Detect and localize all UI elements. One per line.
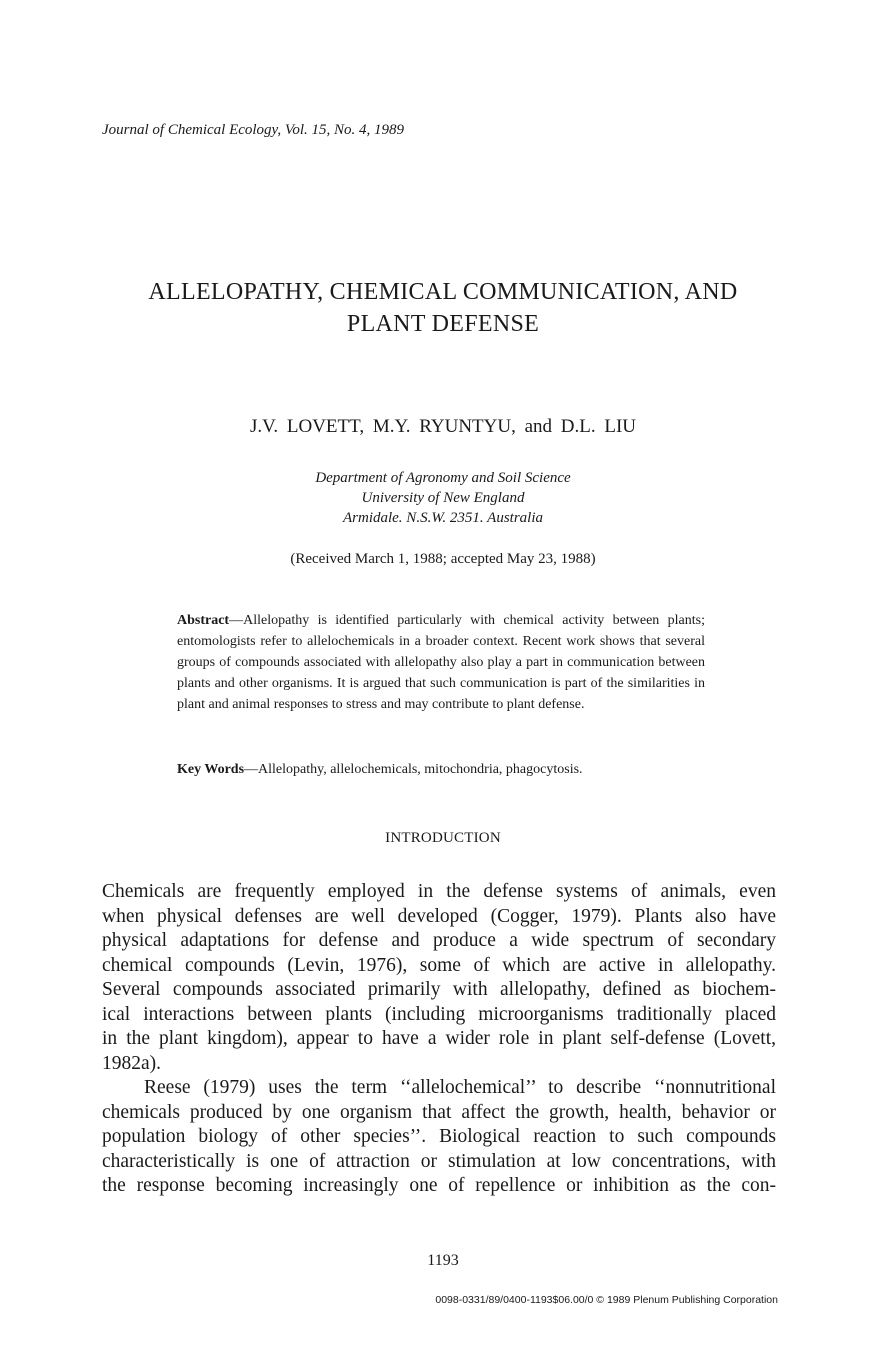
body-line: Chemicals are frequently employed in the defense systems of animals, even [102,881,776,902]
affiliation-university: University of New England [361,490,525,506]
body-line: the response becoming increasingly one of repellence or inhibition as the con- [102,1175,776,1196]
body-line: Several compounds associated primarily with allelopathy, defined as biochem- [102,979,776,1000]
title-line-2: PLANT DEFENSE [346,311,540,337]
keywords-text: —Allelopathy, allelochemicals, mitochondria, phagocytosis. [244,762,583,777]
body-line: characteristically is one of attraction or stimulation at low concentrations, with [102,1150,776,1172]
introduction-body [102,880,776,1199]
title-line-1: ALLELOPATHY, CHEMICAL COMMUNICATION, AND [148,279,738,305]
affiliation [0,468,886,528]
body-line: when physical defenses are well developed (Cogger, 1979). Plants also have [102,905,776,927]
body-line: Reese (1979) uses the term ‘‘allelochemical’’ to describe ‘‘nonnutritional [144,1077,776,1098]
body-line: ical interactions between plants (including microorganisms traditionally placed [102,1003,776,1025]
body-line: chemicals produced by one organism that affect the growth, health, behavior or [102,1101,776,1123]
abstract-text: —Allelopathy is identified particularly with chemical activity between plants; entomologists refer to allelochemicals in a broader context. Recent work shows that several groups of compounds associated with allelopathy also play a part in communication between plants and other organisms. It is argued that such communication is part of the similarities in plant and animal responses to stress and may contribute to plant defense. [177,613,705,712]
keywords [177,762,737,778]
body-line: physical adaptations for defense and produce a wide spectrum of secondary [102,930,776,951]
author-list: J.V. LOVETT, M.Y. RYUNTYU, and D.L. LIU [249,416,637,437]
copyright-notice: 0098-0331/89/0400-1193$06.00/0 © 1989 Plenum Publishing Corporation [435,1294,778,1306]
body-line: population biology of other species’’. Biological reaction to such compounds [102,1126,776,1147]
section-heading-introduction: INTRODUCTION [385,830,501,846]
keywords-label: Key Words [177,762,245,777]
body-line: chemical compounds (Levin, 1976), some of which are active in allelopathy. [102,954,776,976]
affiliation-department: Department of Agronomy and Soil Science [315,470,571,486]
abstract-label: Abstract [177,613,230,628]
page-number: 1193 [427,1252,459,1269]
abstract [177,610,705,715]
body-line: in the plant kingdom), appear to have a wider role in plant self-defense (Lovett, [102,1028,776,1049]
body-line: 1982a). [102,1052,162,1074]
journal-citation: Journal of Chemical Ecology, Vol. 15, No. 4, 1989 [102,122,405,138]
affiliation-address: Armidale. N.S.W. 2351. Australia [342,510,544,526]
article-title [60,276,826,340]
received-dates: (Received March 1, 1988; accepted May 23, 1988) [290,551,596,567]
